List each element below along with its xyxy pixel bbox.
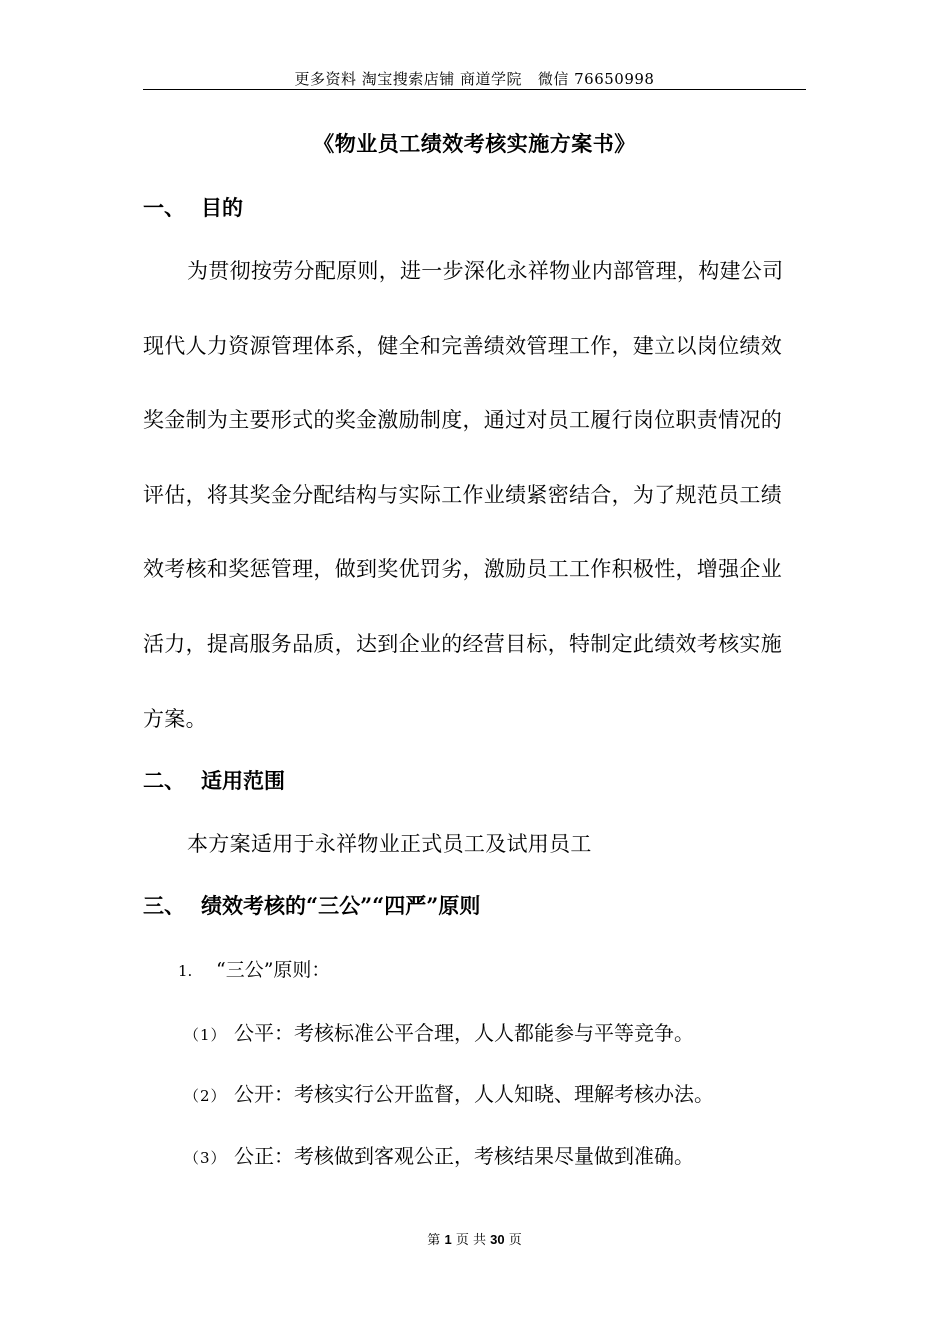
section-number: 三、 bbox=[143, 893, 185, 918]
section-heading-principles bbox=[143, 890, 480, 920]
paragraph-line: 现代人力资源管理体系，健全和完善绩效管理工作，建立以岗位绩效 bbox=[143, 334, 782, 358]
section-number: 一、 bbox=[143, 195, 185, 220]
paragraph-line: 效考核和奖惩管理，做到奖优罚劣，激励员工工作积极性，增强企业 bbox=[143, 557, 782, 581]
section-number: 二、 bbox=[143, 768, 185, 793]
list-item bbox=[178, 955, 330, 982]
sub-list-text: 公平：考核标准公平合理，人人都能参与平等竞争。 bbox=[234, 1021, 694, 1045]
page-footer bbox=[143, 1229, 806, 1248]
paragraph-line: 奖金制为主要形式的奖金激励制度，通过对员工履行岗位职责情况的 bbox=[143, 408, 782, 432]
section-heading-purpose bbox=[143, 192, 243, 222]
sub-list-item bbox=[184, 1078, 714, 1107]
sub-list-number: （2） bbox=[184, 1087, 227, 1105]
footer-total-pages: 30 bbox=[490, 1232, 505, 1247]
sub-list-item bbox=[184, 1017, 694, 1046]
section-title: 目的 bbox=[201, 195, 243, 220]
paragraph-line: 为贯彻按劳分配原则，进一步深化永祥物业内部管理，构建公司 bbox=[187, 259, 784, 283]
paragraph-line: 方案。 bbox=[143, 707, 207, 731]
paragraph-line: 评估，将其奖金分配结构与实际工作业绩紧密结合，为了规范员工绩 bbox=[143, 483, 782, 507]
footer-suffix: 页 bbox=[508, 1233, 522, 1248]
list-number: 1. bbox=[178, 962, 193, 980]
header-rule bbox=[143, 89, 806, 90]
sub-list-number: （1） bbox=[184, 1026, 227, 1044]
sub-list-number: （3） bbox=[184, 1149, 227, 1167]
footer-middle: 页 共 bbox=[455, 1233, 486, 1248]
page-header: 更多资料 淘宝搜索店铺 商道学院 微信 76650998 bbox=[294, 70, 655, 88]
sub-list-text: 公正：考核做到客观公正，考核结果尽量做到准确。 bbox=[234, 1144, 694, 1168]
footer-page-number: 1 bbox=[444, 1232, 452, 1247]
paragraph-line: 活力，提高服务品质，达到企业的经营目标，特制定此绩效考核实施 bbox=[143, 632, 782, 656]
sub-list-item bbox=[184, 1140, 694, 1169]
list-label: “三公”原则： bbox=[216, 959, 331, 981]
footer-prefix: 第 bbox=[427, 1233, 441, 1248]
section-title: 绩效考核的“三公”“四严”原则 bbox=[201, 893, 481, 918]
section-title: 适用范围 bbox=[201, 768, 285, 793]
sub-list-text: 公开：考核实行公开监督，人人知晓、理解考核办法。 bbox=[234, 1082, 714, 1106]
paragraph-line: 本方案适用于永祥物业正式员工及试用员工 bbox=[187, 832, 592, 856]
document-title: 《物业员工绩效考核实施方案书》 bbox=[313, 131, 636, 156]
section-heading-scope bbox=[143, 765, 285, 795]
